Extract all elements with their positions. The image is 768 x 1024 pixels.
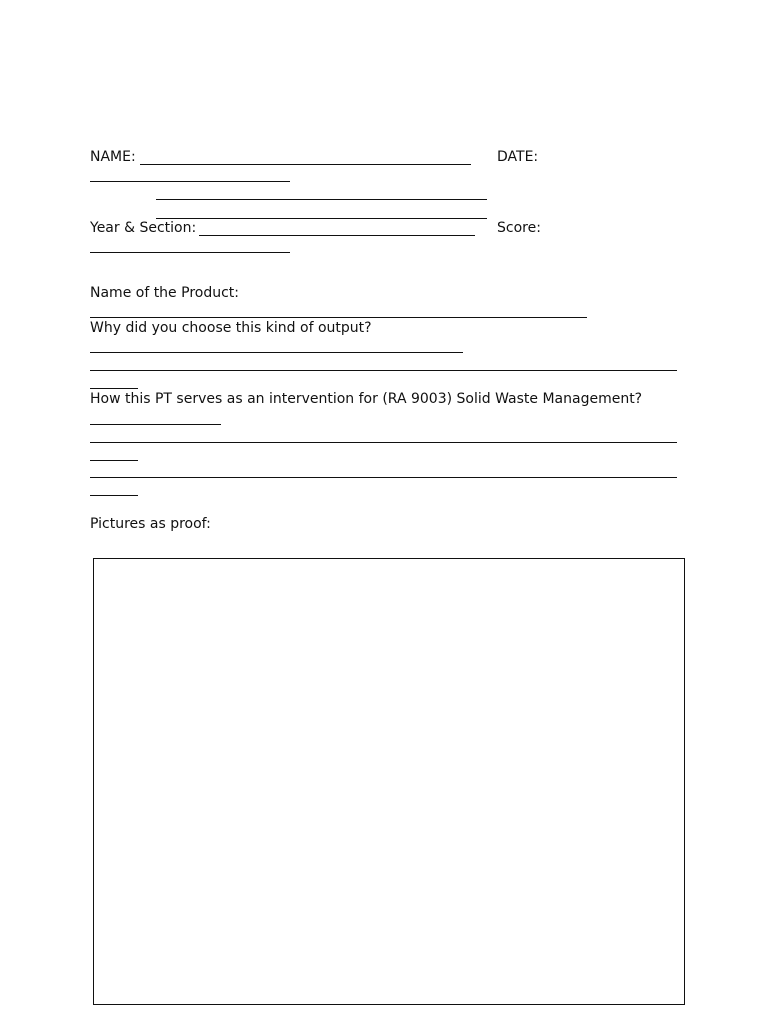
name-label: NAME: [90,149,136,165]
date-label: DATE: [497,149,539,165]
why-blank-line-3[interactable] [90,388,138,389]
extra-blank-line-2[interactable] [156,218,487,219]
how-question-label: How this PT serves as an intervention for (RA 9003) Solid Waste Management? [90,391,643,407]
score-blank-line[interactable] [90,252,290,253]
pictures-label: Pictures as proof: [90,516,211,532]
name-blank-line[interactable] [140,164,471,165]
why-blank-line-1[interactable] [90,352,463,353]
score-label: Score: [497,220,541,236]
how-blank-line-4[interactable] [90,477,677,478]
product-name-blank-line[interactable] [90,317,587,318]
product-name-label: Name of the Product: [90,285,239,301]
date-blank-line[interactable] [90,181,290,182]
how-blank-line-3[interactable] [90,460,138,461]
year-section-label: Year & Section: [90,220,197,236]
year-section-blank-line[interactable] [199,235,475,236]
why-question-label: Why did you choose this kind of output? [90,320,372,336]
how-blank-line-5[interactable] [90,495,138,496]
why-blank-line-2[interactable] [90,370,677,371]
extra-blank-line-1[interactable] [156,199,487,200]
pictures-proof-box[interactable] [93,558,685,1005]
how-blank-line-2[interactable] [90,442,677,443]
how-blank-line-1[interactable] [90,424,221,425]
